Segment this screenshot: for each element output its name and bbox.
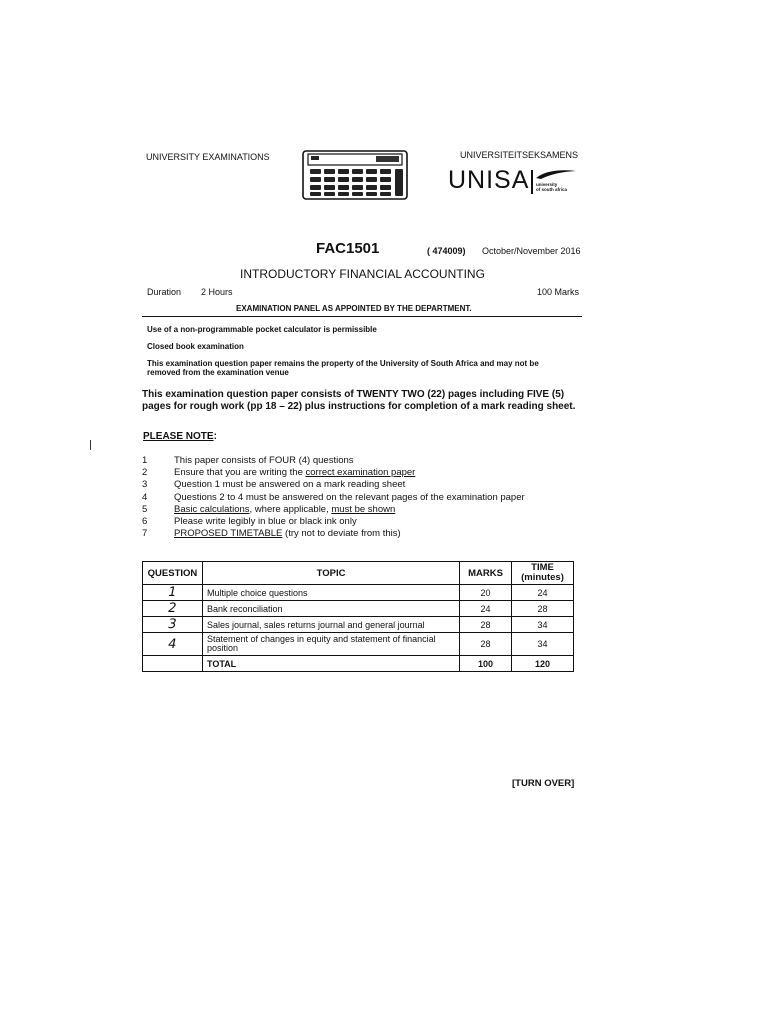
list-item <box>142 467 582 479</box>
please-note-list <box>142 455 582 540</box>
list-item-text: Ensure that you are writing the <box>174 467 306 479</box>
time-cell: 24 <box>512 585 574 601</box>
pages-notice-line-2: pages for rough work (pp 18 – 22) plus instructions for completion of a mark reading sheet. <box>142 401 576 412</box>
topic-cell-line-1: Statement of changes in equity and statement of financial <box>206 634 436 644</box>
turn-over: [TURN OVER] <box>512 778 575 789</box>
table-row <box>143 633 574 656</box>
list-item-text: , where applicable, <box>249 503 332 515</box>
unisa-logo-sub-1: university <box>536 182 558 187</box>
list-item <box>142 492 582 504</box>
marks-cell: 24 <box>460 601 512 617</box>
column-header-time <box>512 562 574 585</box>
margin-mark <box>90 440 91 450</box>
list-item-number: 3 <box>142 479 148 491</box>
list-item-text: Question 1 must be answered on a mark reading sheet <box>174 479 406 491</box>
list-item-number: 7 <box>142 528 148 540</box>
table-row <box>143 617 574 633</box>
header-rule <box>142 316 582 317</box>
total-label: TOTAL <box>202 656 459 672</box>
timetable-table <box>142 561 574 672</box>
list-item-text: (try not to deviate from this) <box>282 528 401 540</box>
list-item-text: Please write legibly in blue or black ink only <box>174 515 357 527</box>
exam-session: October/November 2016 <box>482 246 581 256</box>
calculator-rule: Use of a non-programmable pocket calculator is permissible <box>147 325 377 334</box>
please-note-heading <box>143 431 217 442</box>
handwritten-question-number: 2 <box>166 601 179 616</box>
column-header-topic: TOPIC <box>202 562 459 585</box>
question-number <box>143 601 203 617</box>
list-item-text: Questions 2 to 4 must be answered on the relevant pages of the examination paper <box>174 491 525 503</box>
list-item <box>142 479 582 491</box>
column-header-question: QUESTION <box>143 562 203 585</box>
time-cell: 34 <box>512 633 574 656</box>
marks-cell: 28 <box>460 633 512 656</box>
duration-value: 2 Hours <box>201 287 233 297</box>
logo-divider <box>531 170 533 194</box>
table-row <box>143 585 574 601</box>
topic-cell <box>202 633 459 656</box>
property-rule-line-2: removed from the examination venue <box>147 368 289 377</box>
list-item <box>142 516 582 528</box>
table-row <box>143 601 574 617</box>
list-item <box>142 528 582 540</box>
list-item-underlined-2: must be shown <box>331 503 396 515</box>
time-cell: 28 <box>512 601 574 617</box>
list-item <box>142 504 582 516</box>
list-item-number: 5 <box>142 503 148 515</box>
question-number <box>143 617 203 633</box>
question-number <box>143 585 203 601</box>
column-header-time-line-2: (minutes) <box>521 572 564 583</box>
table-total-row <box>143 656 574 672</box>
total-marks: 100 Marks <box>537 287 580 297</box>
list-item-number: 4 <box>142 491 148 503</box>
calculator-icon <box>302 150 408 200</box>
exam-code: FAC1501 <box>316 240 380 257</box>
please-note-heading-text: PLEASE NOTE <box>143 431 214 442</box>
time-cell: 34 <box>512 617 574 633</box>
unisa-logo <box>448 166 578 198</box>
list-item-underlined: Basic calculations <box>174 503 250 515</box>
list-item <box>142 455 582 467</box>
list-item-number: 1 <box>142 455 148 466</box>
marks-cell: 28 <box>460 617 512 633</box>
handwritten-question-number: 3 <box>166 617 179 632</box>
total-empty-cell <box>143 656 203 672</box>
handwritten-question-number: 4 <box>166 636 179 652</box>
handwritten-question-number: 1 <box>166 585 179 600</box>
topic-cell-line-2: position <box>206 643 239 653</box>
pages-notice-line-1: This examination question paper consists of TWENTY TWO (22) pages including FIVE (5) <box>142 389 565 400</box>
list-item-number: 6 <box>142 515 148 527</box>
marks-cell: 20 <box>460 585 512 601</box>
unisa-logo-text: UNISA <box>448 166 530 194</box>
header-right-title: UNIVERSITEITSEKSAMENS <box>460 150 579 160</box>
total-time-cell: 120 <box>512 656 574 672</box>
closed-book-rule: Closed book examination <box>147 342 244 351</box>
question-number <box>143 633 203 656</box>
table-header-row <box>143 562 574 585</box>
exam-ref: ( 474009) <box>427 246 466 256</box>
topic-cell: Bank reconciliation <box>202 601 459 617</box>
exam-title: INTRODUCTORY FINANCIAL ACCOUNTING <box>240 267 485 281</box>
please-note-colon: : <box>213 431 217 442</box>
examination-panel: EXAMINATION PANEL AS APPOINTED BY THE DEPARTMENT. <box>236 304 472 313</box>
total-marks-cell: 100 <box>460 656 512 672</box>
topic-cell: Multiple choice questions <box>202 585 459 601</box>
list-item-underlined: PROPOSED TIMETABLE <box>174 528 283 540</box>
header-left-title: UNIVERSITY EXAMINATIONS <box>146 152 270 162</box>
topic-cell: Sales journal, sales returns journal and general journal <box>202 617 459 633</box>
column-header-marks: MARKS <box>460 562 512 585</box>
list-item-number: 2 <box>142 467 148 479</box>
list-item-underlined: correct examination paper <box>305 467 416 479</box>
unisa-logo-swoosh <box>535 168 577 180</box>
unisa-logo-sub-2: of south africa <box>536 187 568 192</box>
list-item-text: This paper consists of FOUR (4) questions <box>174 455 354 466</box>
property-rule-line-1: This examination question paper remains the property of the University of South Africa and may not be <box>147 359 539 368</box>
duration-label: Duration <box>147 287 182 297</box>
column-header-time-line-1: TIME <box>531 562 554 573</box>
